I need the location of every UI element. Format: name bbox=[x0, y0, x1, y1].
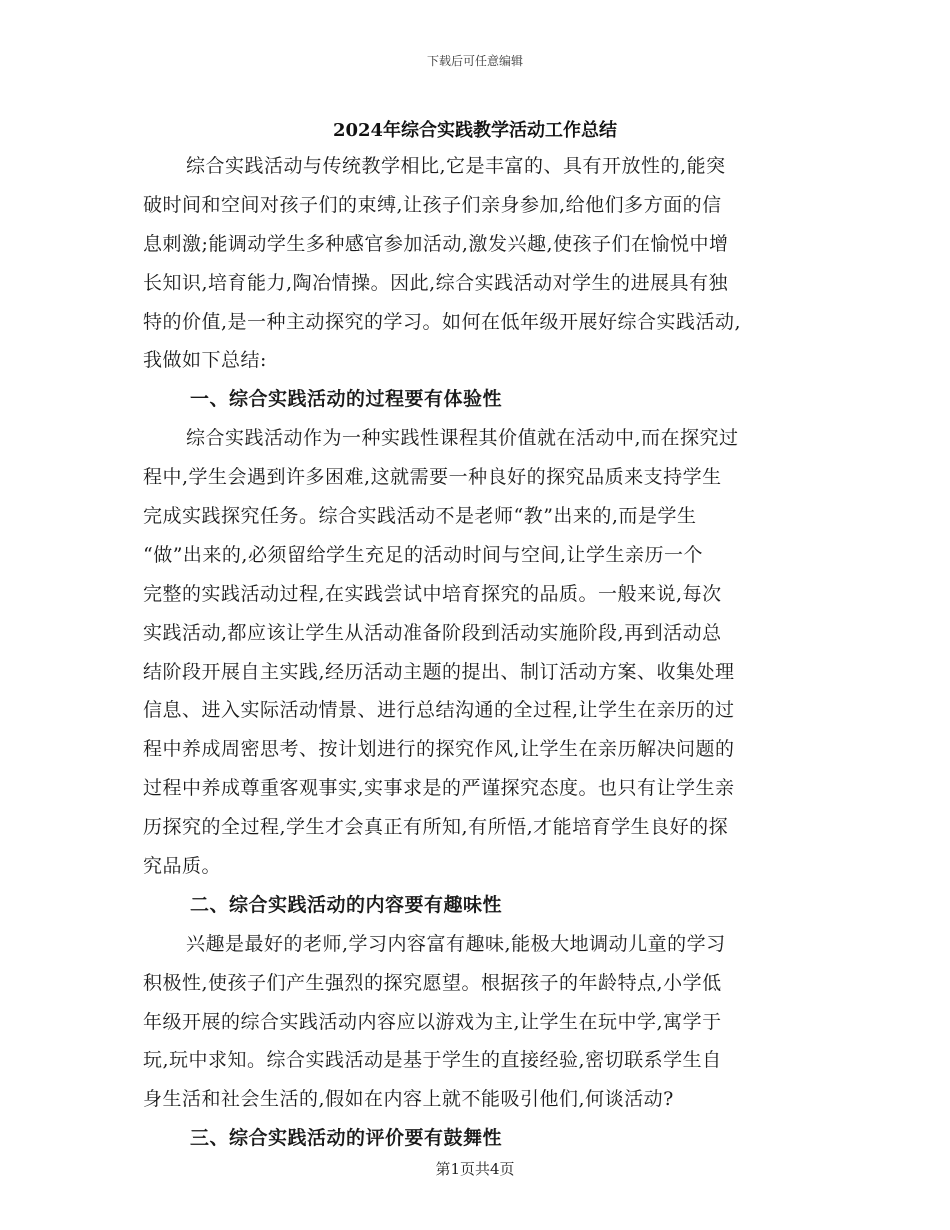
paragraph-line: 年级开展的综合实践活动内容应以游戏为主,让学生在玩中学,寓学于 bbox=[143, 1010, 722, 1033]
section-heading-3: 三、综合实践活动的评价要有鼓舞性 bbox=[190, 1127, 503, 1150]
document-title: 2024年综合实践教学活动工作总结 bbox=[332, 120, 618, 141]
section-heading-2: 二、综合实践活动的内容要有趣味性 bbox=[190, 893, 503, 916]
paragraph-line: 我做如下总结: bbox=[143, 349, 267, 372]
paragraph-line: 综合实践活动与传统教学相比,它是丰富的、具有开放性的,能突 bbox=[186, 155, 726, 177]
paragraph-line: 历探究的全过程,学生才会真正有所知,有所悟,才能培育学生良好的探 bbox=[143, 816, 729, 839]
paragraph-line: 究品质。 bbox=[143, 855, 222, 878]
paragraph-line: 积极性,使孩子们产生强烈的探究愿望。根据孩子的年龄特点,小学低 bbox=[143, 971, 722, 994]
paragraph-line: 息刺激;能调动学生多种感官参加活动,激发兴趣,使孩子们在愉悦中增 bbox=[143, 232, 729, 255]
paragraph-line: 实践活动,都应该让学生从活动准备阶段到活动实施阶段,再到活动总 bbox=[143, 621, 722, 644]
paragraph-line: 综合实践活动作为一种实践性课程其价值就在活动中,而在探究过 bbox=[186, 427, 739, 450]
document-body bbox=[143, 147, 811, 1158]
paragraph-line: 程中,学生会遇到许多困难,这就需要一种良好的探究品质来支持学生 bbox=[143, 466, 722, 489]
paragraph-line: 过程中养成尊重客观事实,实事求是的严谨探究态度。也只有让学生亲 bbox=[143, 777, 735, 800]
paragraph-line: 玩,玩中求知。综合实践活动是基于学生的直接经验,密切联系学生自 bbox=[143, 1049, 722, 1072]
paragraph-line: 完成实践探究任务。综合实践活动不是老师“教”出来的,而是学生 bbox=[143, 505, 697, 528]
paragraph-line: 长知识,培育能力,陶冶情操。因此,综合实践活动对学生的进展具有独 bbox=[143, 271, 729, 294]
paragraph-line: 信息、进入实际活动情景、进行总结沟通的全过程,让学生在亲历的过 bbox=[143, 699, 735, 722]
paragraph-line: 破时间和空间对孩子们的束缚,让孩子们亲身参加,给他们多方面的信 bbox=[143, 193, 722, 216]
paragraph-line: 兴趣是最好的老师,学习内容富有趣味,能极大地调动儿童的学习 bbox=[186, 932, 726, 955]
paragraph-line: 特的价值,是一种主动探究的学习。如何在低年级开展好综合实践活动, bbox=[143, 310, 742, 333]
paragraph-line: “做”出来的,必须留给学生充足的活动时间与空间,让学生亲历一个 bbox=[143, 543, 704, 566]
section-heading-1: 一、综合实践活动的过程要有体验性 bbox=[190, 388, 503, 411]
paragraph-line: 身生活和社会生活的,假如在内容上就不能吸引他们,何谈活动? bbox=[143, 1088, 674, 1111]
paragraph-line: 程中养成周密思考、按计划进行的探究作风,让学生在亲历解决问题的 bbox=[143, 738, 735, 761]
page-header-note: 下载后可任意编辑 bbox=[426, 54, 523, 68]
paragraph-line: 结阶段开展自主实践,经历活动主题的提出、制订活动方案、收集处理 bbox=[143, 660, 735, 683]
page-footer: 第1页共4页 bbox=[435, 1160, 515, 1178]
paragraph-line: 完整的实践活动过程,在实践尝试中培育探究的品质。一般来说,每次 bbox=[143, 582, 722, 605]
